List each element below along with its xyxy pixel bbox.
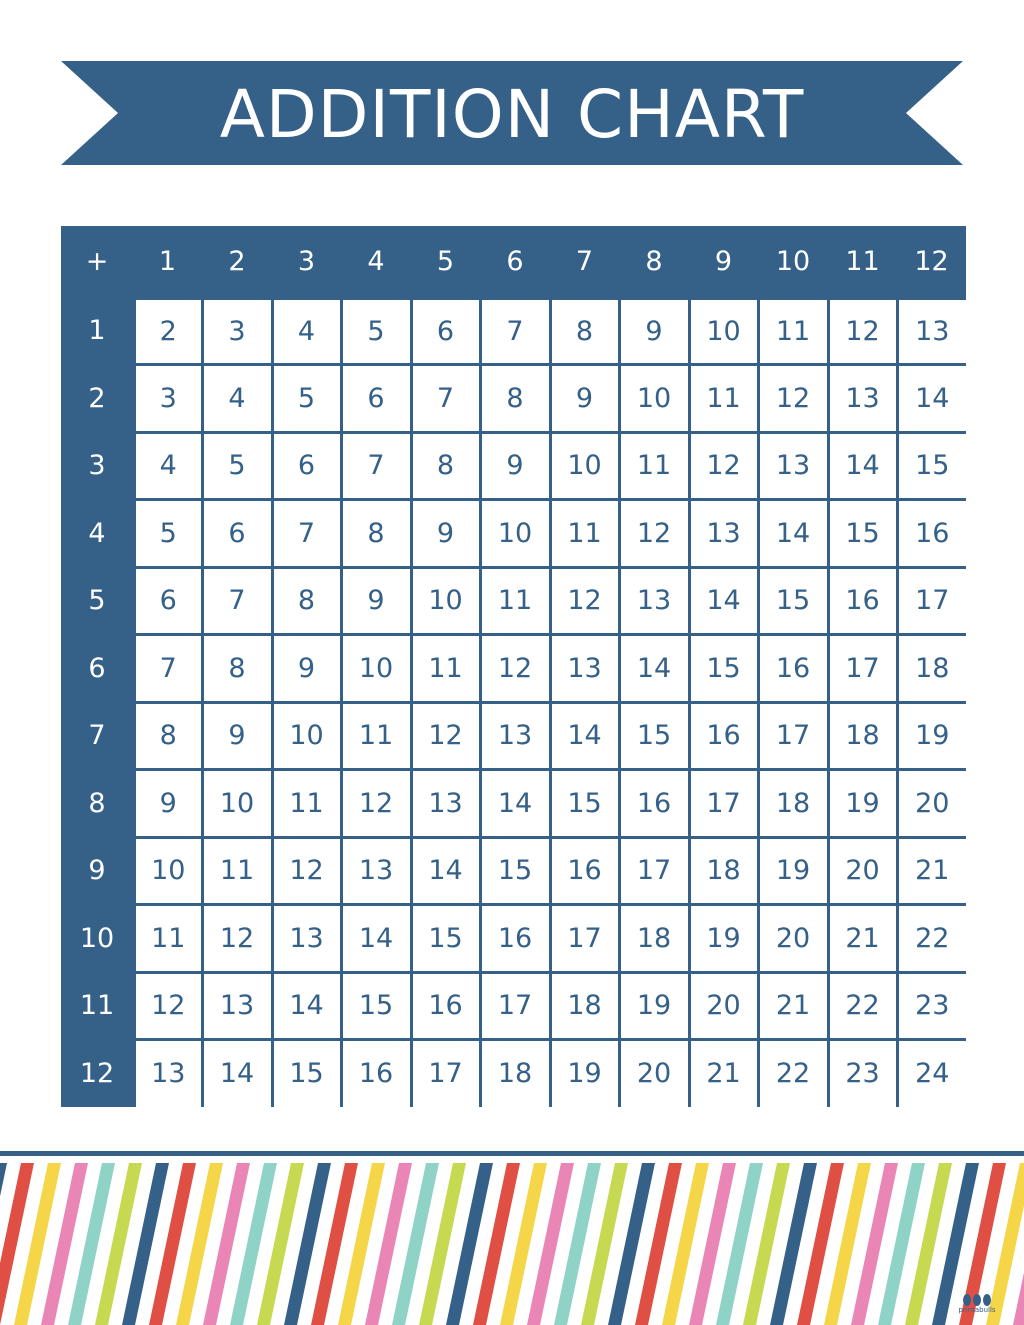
table-cell: 16 [482,906,549,971]
table-cell: 13 [621,569,688,633]
table-cell: 15 [552,771,618,836]
table-cell: 6 [413,300,479,363]
table-cell: 16 [552,839,618,903]
table-cell: 11 [760,300,827,363]
brand-name: printabulls [958,1306,996,1314]
table-cell: 12 [204,906,271,971]
table-cell: 15 [621,704,688,768]
table-cell: 19 [552,1041,618,1108]
table-cell: 14 [760,501,827,566]
table-cell: 13 [136,1041,201,1108]
table-cell: 12 [274,839,340,903]
table-cell: 11 [621,434,688,498]
table-cell: 20 [621,1041,688,1108]
table-cell: 24 [899,1041,967,1108]
table-cell: 16 [830,569,896,633]
row-header: 11 [79,990,115,1021]
row-header: 7 [88,720,106,751]
table-cell: 14 [413,839,479,903]
table-cell: 8 [482,366,549,431]
table-cell: 15 [274,1041,340,1108]
table-cell: 21 [830,906,896,971]
row-header: 10 [79,922,115,954]
column-header: 7 [575,246,594,277]
table-cell: 11 [204,839,271,903]
table-cell: 7 [343,434,410,498]
row-header: 5 [88,585,106,616]
table-cell: 17 [621,839,688,903]
table-cell: 11 [274,771,340,836]
table-cell: 3 [204,300,271,363]
column-header: 1 [158,246,177,277]
table-cell: 22 [899,906,967,971]
table-cell: 21 [760,974,827,1038]
table-cell: 15 [760,569,827,633]
row-header: 6 [88,652,106,684]
table-cell: 12 [621,501,688,566]
table-cell: 16 [621,771,688,836]
table-cell: 14 [830,434,896,498]
table-cell: 17 [760,704,827,768]
brand-logo [950,1286,1004,1314]
table-cell: 21 [691,1041,757,1108]
table-cell: 14 [482,771,549,836]
table-cell: 17 [482,974,549,1038]
table-cell: 21 [899,839,967,903]
table-cell: 7 [482,300,549,363]
table-cell: 10 [691,300,757,363]
table-cell: 11 [343,704,410,768]
table-cell: 22 [760,1041,827,1108]
column-header: 9 [714,246,733,277]
table-cell: 5 [343,300,410,363]
column-header: 11 [845,246,880,277]
table-cell: 9 [343,569,410,633]
table-cell: 20 [899,771,967,836]
operator-symbol: + [85,246,109,277]
table-cell: 13 [343,839,410,903]
table-cell: 13 [413,771,479,836]
table-cell: 2 [136,300,201,363]
table-cell: 9 [274,636,340,701]
row-header: 2 [88,382,106,414]
table-cell: 12 [413,704,479,768]
table-cell: 9 [552,366,618,431]
table-cell: 13 [760,434,827,498]
table-cell: 18 [899,636,967,701]
table-cell: 13 [691,501,757,566]
table-cell: 5 [136,501,201,566]
table-cell: 23 [899,974,967,1038]
table-cell: 3 [136,366,201,431]
table-cell: 10 [204,771,271,836]
table-cell: 8 [204,636,271,701]
stripe-top-band [0,1151,1024,1156]
table-cell: 11 [413,636,479,701]
table-cell: 12 [552,569,618,633]
table-cell: 17 [413,1041,479,1108]
table-cell: 16 [691,704,757,768]
row-header: 3 [88,450,106,481]
table-cell: 4 [274,300,340,363]
table-cell: 20 [830,839,896,903]
table-cell: 13 [830,366,896,431]
table-cell: 15 [830,501,896,566]
row-header: 4 [88,517,106,549]
table-cell: 14 [691,569,757,633]
table-cell: 5 [274,366,340,431]
table-cell: 19 [760,839,827,903]
table-cell: 14 [621,636,688,701]
table-cell: 9 [136,771,201,836]
table-cell: 23 [830,1041,896,1108]
table-cell: 14 [899,366,967,431]
table-cell: 9 [621,300,688,363]
table-cell: 15 [482,839,549,903]
table-cell: 12 [482,636,549,701]
table-cell: 14 [204,1041,271,1108]
table-cell: 19 [621,974,688,1038]
table-cell: 8 [552,300,618,363]
table-cell: 18 [691,839,757,903]
column-header: 4 [367,246,385,277]
addition-table [61,226,966,1107]
table-cell: 13 [552,636,618,701]
table-cell: 22 [830,974,896,1038]
table-cell: 12 [136,974,201,1038]
table-cell: 16 [760,636,827,701]
table-cell: 14 [274,974,340,1038]
table-cell: 6 [343,366,410,431]
row-header: 12 [79,1057,115,1089]
table-cell: 14 [343,906,410,971]
table-cell: 7 [274,501,340,566]
table-cell: 18 [552,974,618,1038]
table-cell: 7 [413,366,479,431]
table-cell: 10 [621,366,688,431]
table-cell: 8 [136,704,201,768]
table-cell: 6 [204,501,271,566]
bunny-ears-icon [957,1292,997,1306]
column-header: 3 [297,246,316,277]
table-cell: 15 [343,974,410,1038]
table-cell: 6 [274,434,340,498]
table-cell: 11 [691,366,757,431]
decorative-stripes [0,1151,1024,1325]
table-cell: 13 [899,300,967,363]
table-cell: 12 [830,300,896,363]
table-cell: 9 [482,434,549,498]
table-cell: 10 [552,434,618,498]
table-cell: 19 [899,704,967,768]
table-cell: 19 [691,906,757,971]
table-cell: 8 [274,569,340,633]
table-cell: 6 [136,569,201,633]
table-cell: 10 [136,839,201,903]
column-header: 10 [775,246,811,277]
column-header: 6 [506,246,524,277]
column-header: 12 [914,246,949,277]
table-cell: 18 [482,1041,549,1108]
column-header: 5 [436,246,455,277]
table-cell: 15 [413,906,479,971]
table-cell: 16 [413,974,479,1038]
table-cell: 10 [413,569,479,633]
table-cell: 12 [691,434,757,498]
table-cell: 15 [899,434,967,498]
table-cell: 20 [760,906,827,971]
table-cell: 15 [691,636,757,701]
table-cell: 11 [136,906,201,971]
table-cell: 7 [136,636,201,701]
table-cell: 16 [343,1041,410,1108]
column-header: 2 [228,246,246,277]
table-cell: 18 [830,704,896,768]
table-cell: 12 [343,771,410,836]
column-header: 8 [645,246,663,277]
table-cell: 9 [204,704,271,768]
table-cell: 7 [204,569,271,633]
page-title: ADDITION CHART [219,76,805,153]
table-cell: 18 [621,906,688,971]
table-cell: 9 [413,501,479,566]
table-cell: 4 [136,434,201,498]
table-cell: 12 [760,366,827,431]
table-cell: 17 [830,636,896,701]
table-cell: 4 [204,366,271,431]
table-cell: 13 [274,906,340,971]
table-cell: 11 [482,569,549,633]
table-cell: 8 [413,434,479,498]
table-cell: 17 [691,771,757,836]
row-header: 9 [88,855,106,886]
table-cell: 17 [552,906,618,971]
row-header: 1 [88,315,106,346]
table-cell: 5 [204,434,271,498]
table-cell: 8 [343,501,410,566]
table-cell: 11 [552,501,618,566]
row-header: 8 [88,787,106,819]
table-cell: 17 [899,569,967,633]
table-cell: 19 [830,771,896,836]
table-cell: 10 [482,501,549,566]
table-cell: 10 [343,636,410,701]
table-cell: 18 [760,771,827,836]
table-cell: 13 [482,704,549,768]
table-cell: 13 [204,974,271,1038]
table-cell: 10 [274,704,340,768]
table-cell: 20 [691,974,757,1038]
table-cell: 14 [552,704,618,768]
table-cell: 16 [899,501,967,566]
